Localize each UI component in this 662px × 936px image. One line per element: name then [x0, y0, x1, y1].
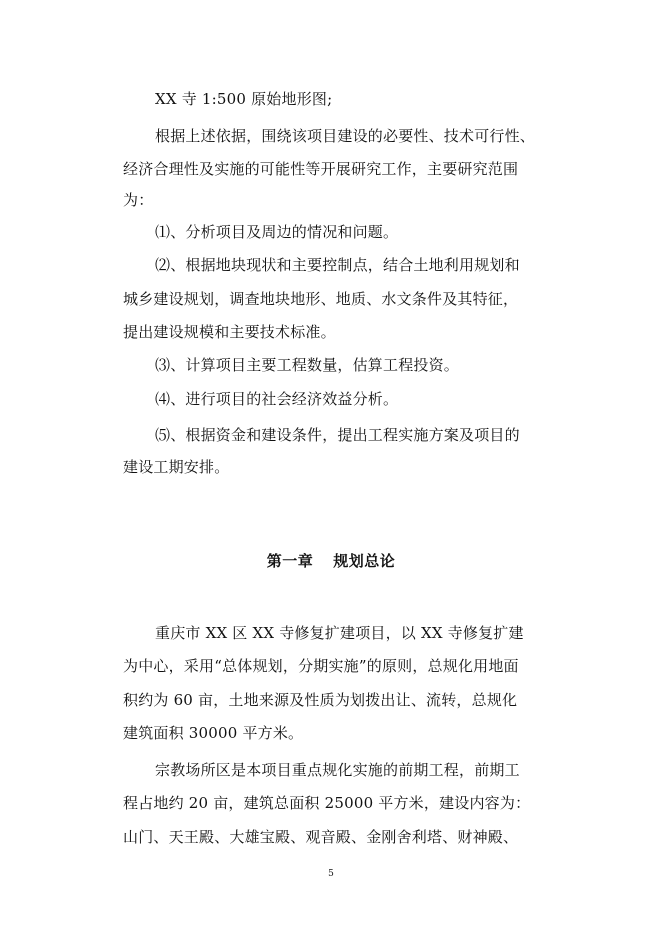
chapter-title: 规划总论 — [333, 552, 396, 570]
scope-item-2-line-3: 提出建设规模和主要技术标准。 — [123, 323, 336, 341]
project-line-2: 为中心，采用“总体规划，分期实施”的原则，总规化用地面 — [123, 657, 519, 675]
scope-item-2-line-2: 城乡建设规划，调查地块地形、地质、水文条件及其特征， — [123, 290, 519, 308]
intro-line-3: 经济合理性及实施的可能性等开展研究工作，主要研究范围 — [123, 160, 519, 178]
intro-line-2: 根据上述依据，围绕该项目建设的必要性、技术可行性、 — [155, 127, 536, 145]
intro-line-1: XX 寺 1:500 原始地形图; — [155, 90, 333, 108]
chapter-number: 第一章 — [266, 552, 314, 570]
scope-item-2-line-1: ⑵、根据地块现状和主要控制点，结合土地利用规划和 — [155, 256, 520, 274]
scope-item-5-line-1: ⑸、根据资金和建设条件，提出工程实施方案及项目的 — [155, 426, 520, 444]
phase1-line-1: 宗教场所区是本项目重点规化实施的前期工程，前期工 — [155, 761, 520, 779]
project-line-1: 重庆市 XX 区 XX 寺修复扩建项目，以 XX 寺修复扩建 — [155, 624, 524, 642]
phase1-line-3: 山门、天王殿、大雄宝殿、观音殿、金刚舍利塔、财神殿、 — [123, 828, 519, 846]
scope-item-3: ⑶、计算项目主要工程数量，估算工程投资。 — [155, 356, 460, 374]
page-number: 5 — [328, 869, 334, 879]
scope-item-4: ⑷、进行项目的社会经济效益分析。 — [155, 390, 399, 408]
chapter-heading — [0, 551, 662, 571]
scope-item-5-line-2: 建设工期安排。 — [123, 458, 230, 476]
phase1-line-2: 程占地约 20 亩，建筑总面积 25000 平方米，建设内容为： — [123, 794, 531, 812]
scope-item-1: ⑴、分析项目及周边的情况和问题。 — [155, 223, 399, 241]
intro-line-4: 为： — [123, 191, 154, 209]
project-line-4: 建筑面积 30000 平方米。 — [123, 724, 304, 742]
project-line-3: 积约为 60 亩，土地来源及性质为划拨出让、流转，总规化 — [123, 691, 518, 709]
